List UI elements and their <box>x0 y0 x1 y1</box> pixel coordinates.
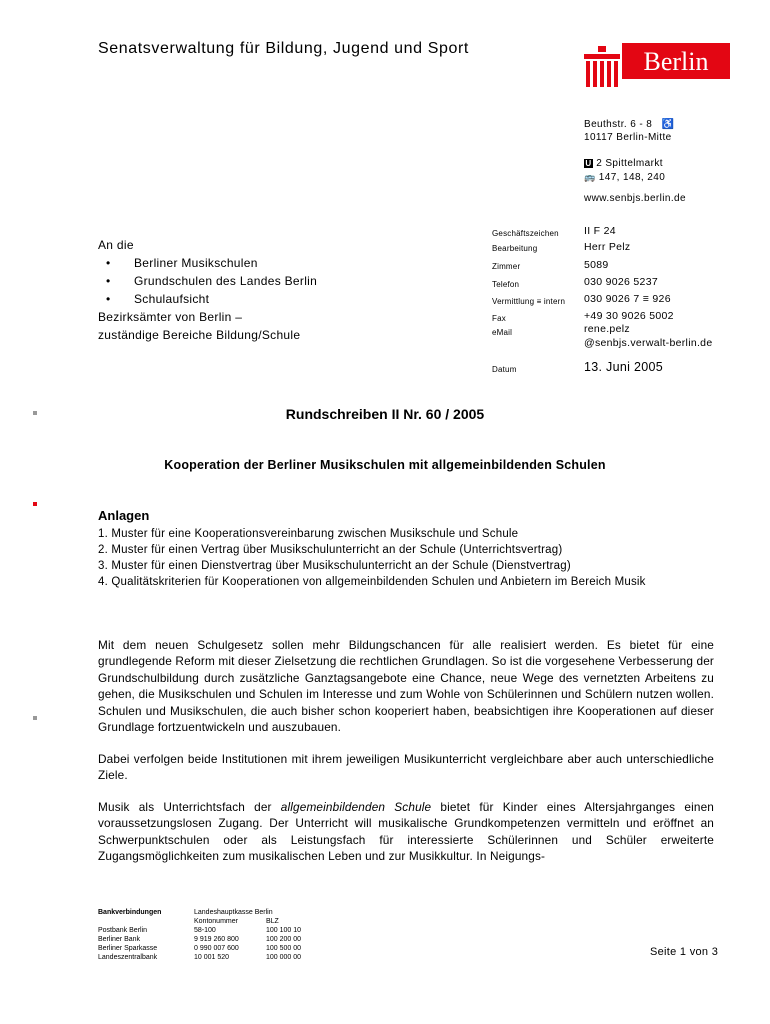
bullet: • <box>106 292 111 306</box>
anlage-item: 2. Muster für einen Vertrag über Musikschulunterricht an der Schule (Unterrichtsvertrag) <box>98 544 563 556</box>
bank-name: Berliner Bank <box>98 936 141 943</box>
logo-box <box>622 43 730 79</box>
bank-kto: 10 001 520 <box>194 954 230 961</box>
bus-icon: 🚌 <box>584 172 596 182</box>
body-paragraph <box>98 799 714 865</box>
address-bus <box>584 171 665 184</box>
page-number: Seite 1 von 3 <box>650 946 719 958</box>
zimmer-label: Zimmer <box>492 262 521 271</box>
recipients-block <box>98 236 317 344</box>
bank-blz: 100 200 00 <box>266 936 302 943</box>
zimmer-value: 5089 <box>584 259 609 271</box>
bus-text: 147, 148, 240 <box>598 172 666 183</box>
ubahn-icon: U <box>585 159 592 168</box>
address-ubahn <box>584 157 663 170</box>
bullet: • <box>106 256 111 270</box>
recipients-intro: An die <box>98 238 134 252</box>
berlin-logo <box>582 40 732 90</box>
bearb-label: Bearbeitung <box>492 244 538 253</box>
body-emphasis: allgemeinbildenden Schule <box>280 800 432 814</box>
anlage-item: 1. Muster für eine Kooperationsvereinbarung zwischen Musikschule und Schule <box>98 528 519 540</box>
recipient-text: Schulaufsicht <box>134 292 210 306</box>
telefon-label: Telefon <box>492 280 520 289</box>
address-city: 10117 Berlin-Mitte <box>584 132 672 143</box>
vermittlung-label: Vermittlung ≡ intern <box>492 297 566 306</box>
bank-kto: 0 990 007 600 <box>194 945 239 952</box>
bank-kto: 9 919 260 800 <box>194 936 239 943</box>
bank-kto: 58-100 <box>194 927 216 934</box>
telefon-value: 030 9026 5237 <box>584 276 658 288</box>
address-street <box>584 118 674 131</box>
body-paragraph: Dabei verfolgen beide Institutionen mit ihrem jeweiligen Musikunterricht vergleichbare aber auch unterschiedliche Ziele. <box>98 752 714 783</box>
brandenburg-gate-icon <box>582 40 622 90</box>
punch-mark <box>33 502 37 506</box>
anlagen-heading: Anlagen <box>98 508 150 523</box>
recipient-item <box>98 272 317 290</box>
recipient-text: Berliner Musikschulen <box>134 256 258 270</box>
body-paragraph: Mit dem neuen Schulgesetz sollen mehr Bildungschancen für alle realisiert werden. Es bietet für eine grundlegende Reform mit dieser Zielsetzung die rechtlichen Grundlagen. So ist die vorgesehene Verbesserung der Grundschulbildung durch zusätzliche Ganztagsangebote eine Chance, neue Wege des vernetzten Arbeitens zu gehen, die Musikschulen und Schulen im Interesse und zum Wohle von Schülerinnen und Schülern nutzen wollen. Schulen und Musikschulen, die auch bisher schon kooperiert haben, beabsichtigen ihre Kooperationen auf dieser Grundlage fortzuentwickeln und auszubauen. <box>98 638 714 735</box>
email-value-1[interactable]: rene.pelz <box>584 323 630 335</box>
fax-label: Fax <box>492 314 506 323</box>
bank-name: Berliner Sparkasse <box>98 945 158 952</box>
body-text: bietet für Kinder eines Altersjahrganges einen voraussetzungslosen Zugang. Der Unterricht will musikalische Grundkompetenzen vermitteln und eröffnet an Schwerpunktschulen oder als Leistungsfach für interessierte Schülerinnen und Schüler erweiterte Zugangsmöglichkeiten zum musikalischen Leben und zur Musikkultur. In Neigungs- <box>98 800 714 864</box>
bearb-value: Herr Pelz <box>584 241 631 253</box>
vermittlung-value: 030 9026 7 ≡ 926 <box>584 293 671 305</box>
recipients-line: Bezirksämter von Berlin – <box>98 310 243 324</box>
bullet: • <box>106 274 111 288</box>
logo-text: Berlin <box>643 47 709 76</box>
anlage-item: 4. Qualitätskriterien für Kooperationen von allgemeinbildenden Schulen und Anbietern im Bereich Musik <box>98 576 646 588</box>
fax-value: +49 30 9026 5002 <box>584 310 674 322</box>
bank-name: Postbank Berlin <box>98 927 148 934</box>
fold-mark <box>33 716 37 720</box>
blz-label: BLZ <box>266 918 279 925</box>
bank-blz: 100 500 00 <box>266 945 302 952</box>
anlagen-list <box>98 526 646 590</box>
recipient-item <box>98 254 317 272</box>
street-text: Beuthstr. 6 - 8 <box>584 119 653 130</box>
document-title: Rundschreiben II Nr. 60 / 2005 <box>285 406 485 422</box>
bank-blz: 100 000 00 <box>266 954 302 961</box>
sender-name: Senatsverwaltung für Bildung, Jugend und Sport <box>98 40 469 57</box>
bank-blz: 100 100 10 <box>266 927 302 934</box>
recipients-list <box>98 254 317 308</box>
recipients-line: zuständige Bereiche Bildung/Schule <box>98 328 301 342</box>
datum-label: Datum <box>492 365 517 374</box>
wheelchair-icon: ♿ <box>661 119 675 130</box>
bank-col-heading: Landeshauptkasse Berlin <box>194 909 273 916</box>
body-text: Musik als Unterrichtsfach der <box>98 800 281 814</box>
anlage-item: 3. Muster für einen Dienstvertrag über Musikschulunterricht an der Schule (Dienstvertrag) <box>98 560 571 572</box>
email-label: eMail <box>492 328 513 337</box>
address-web[interactable]: www.senbjs.berlin.de <box>584 193 686 204</box>
datum-value: 13. Juni 2005 <box>584 360 663 374</box>
bank-heading: Bankverbindungen <box>98 909 162 916</box>
email-value-2[interactable]: @senbjs.verwalt-berlin.de <box>584 337 713 349</box>
kto-label: Kontonummer <box>194 918 238 925</box>
document-subtitle: Kooperation der Berliner Musikschulen mit allgemeinbildenden Schulen <box>164 458 606 472</box>
bank-name: Landeszentralbank <box>98 954 158 961</box>
gz-value: II F 24 <box>584 225 616 237</box>
gz-label: Geschäftszeichen <box>492 229 559 238</box>
ubahn-text: 2 Spittelmarkt <box>596 158 663 169</box>
recipient-item <box>98 290 317 308</box>
recipient-text: Grundschulen des Landes Berlin <box>134 274 318 288</box>
